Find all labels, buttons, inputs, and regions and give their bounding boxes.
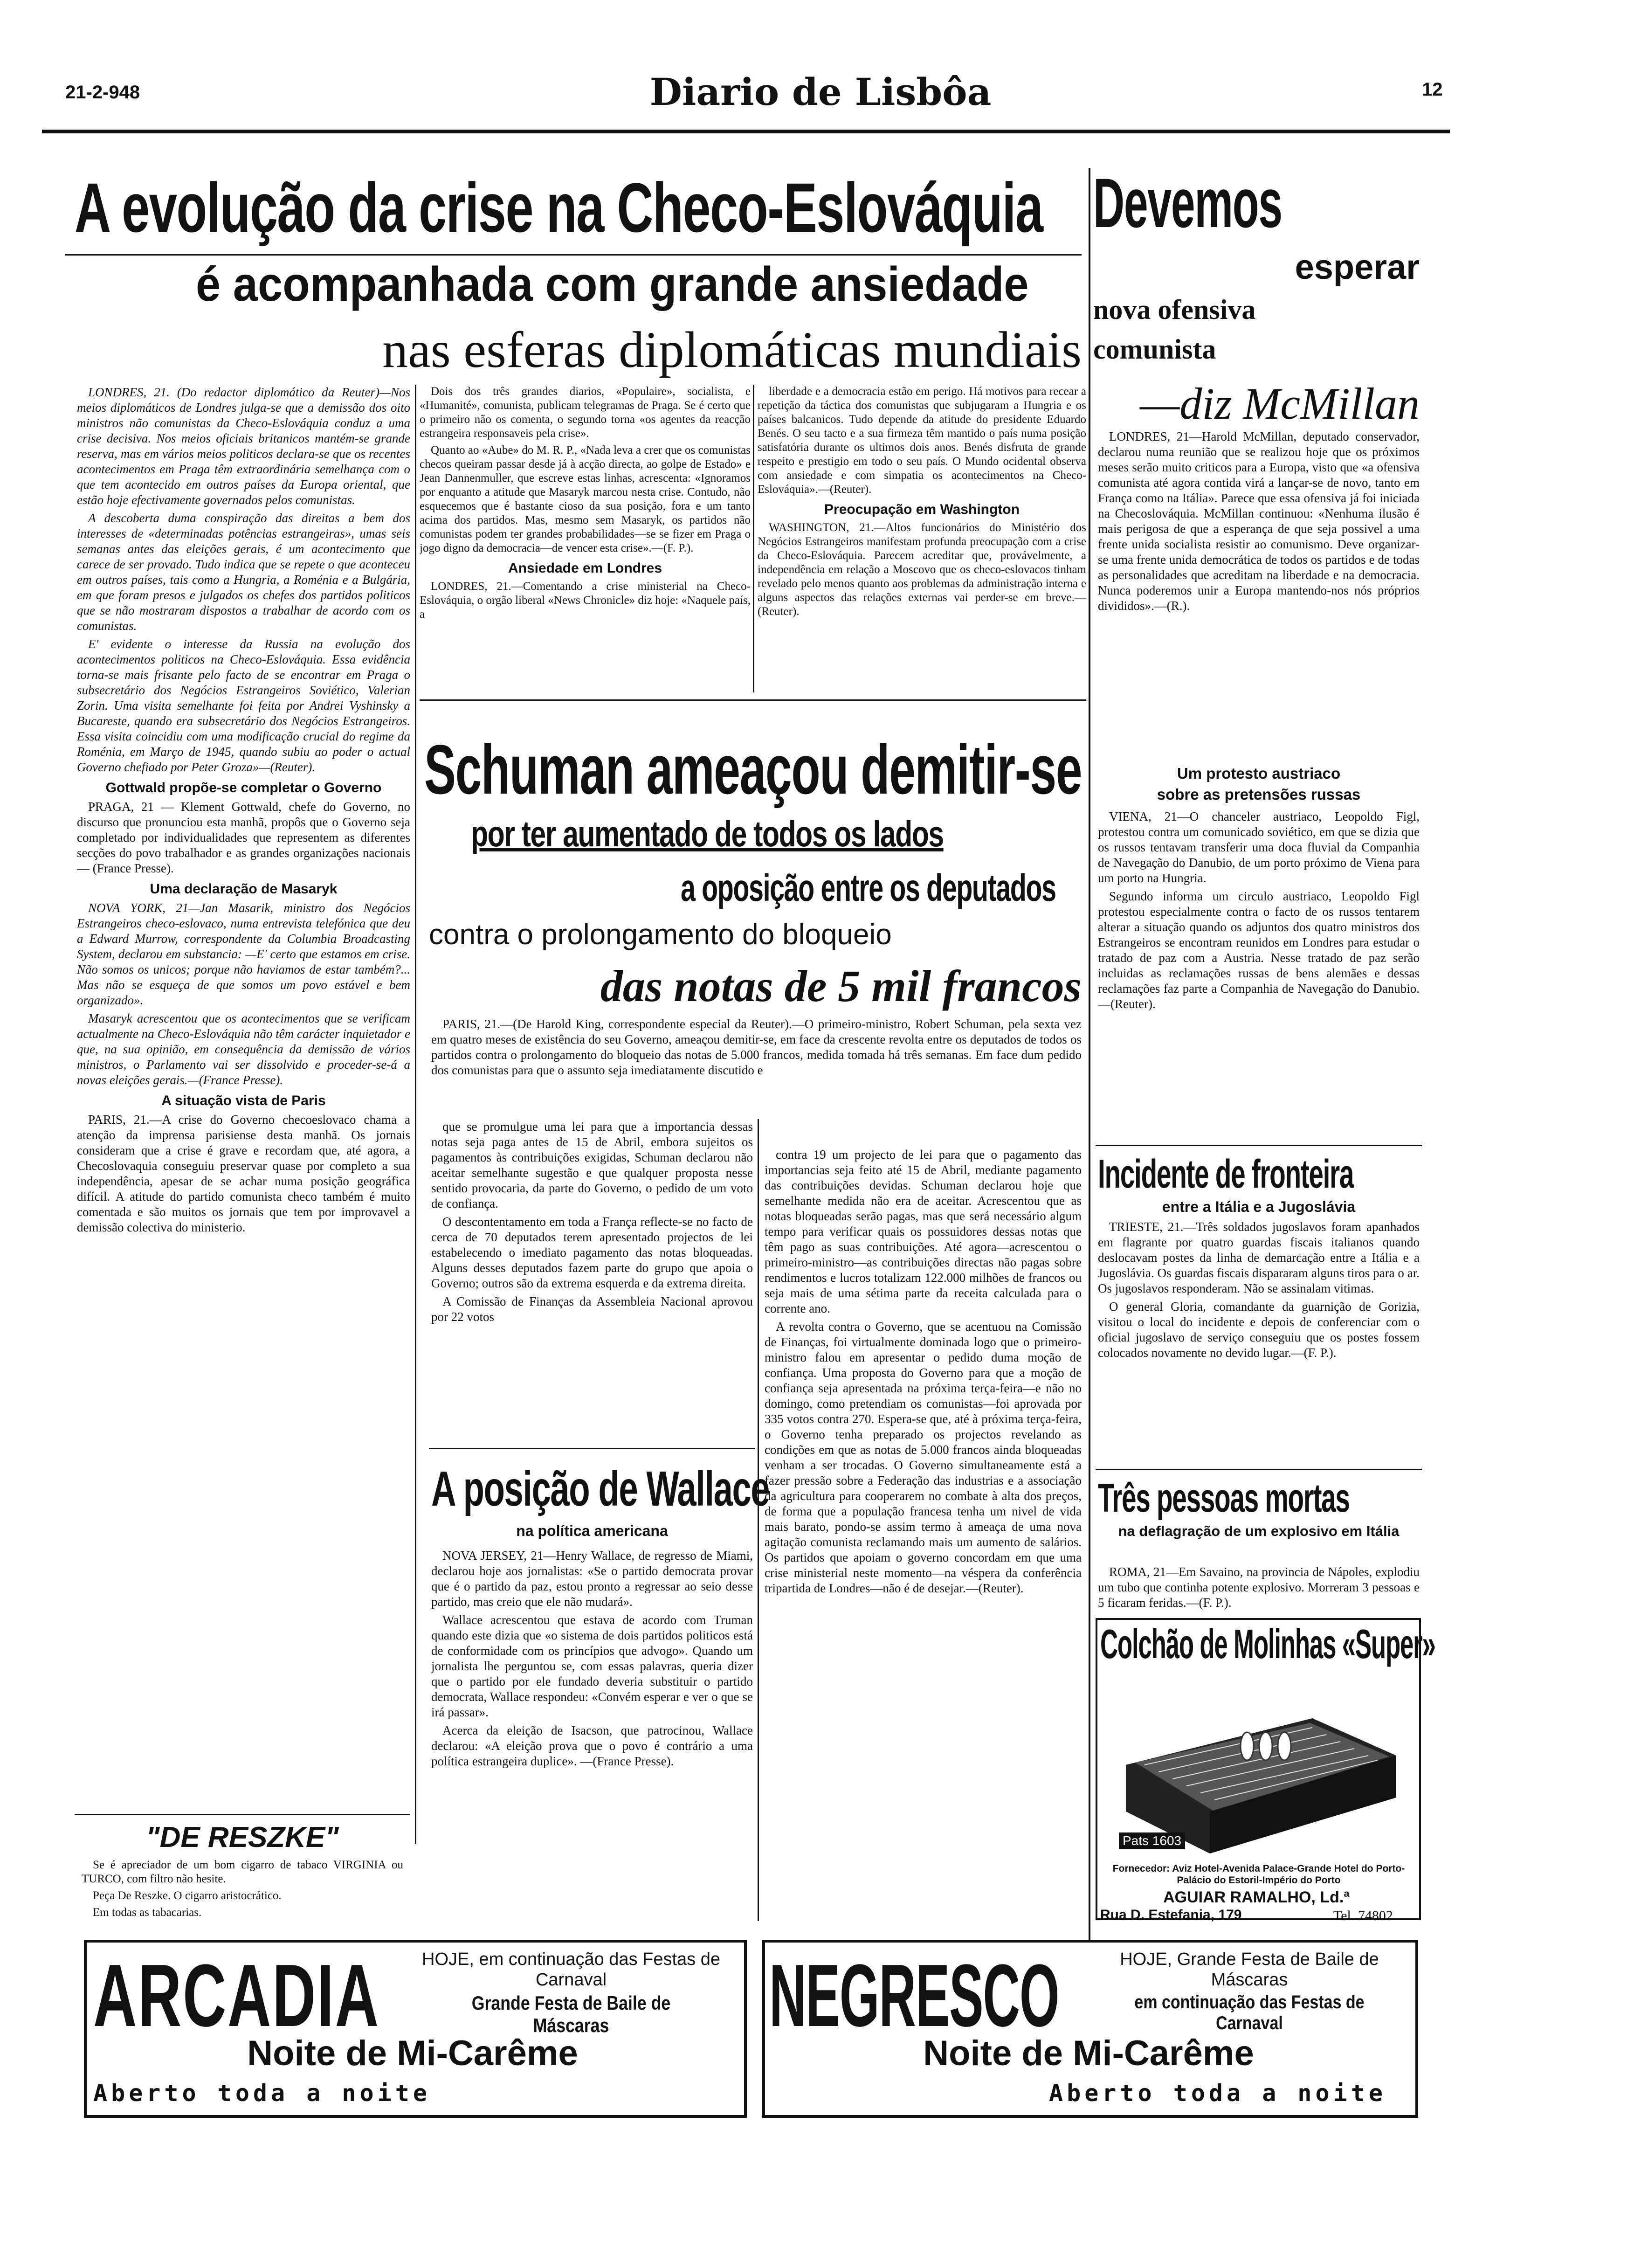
paragraph: liberdade e a democracia estão em perigo. Há motivos para recear a repetição da táctica dos comunistas que subjugaram a Hungria e os países balcanicos. Tudo depende da atitude do presidente Eduardo Benés. O seu tacto e a sua firmeza têm mantido o país numa posição satisfatória durante os ultimos dois anos. Benés disfruta de grande respeito e prestigio em todo o seu país. O Mundo ocidental observa com ansiedade e com simpatia os acontecimentos na Checo-Eslováquia».—(Reuter). xyxy=(758,385,1086,496)
subheading: A situação vista de Paris xyxy=(161,1093,326,1108)
molinhas-phone: Tel. 74802 xyxy=(1333,1908,1393,1923)
main-subhead: é acompanhada com grande ansiedade xyxy=(196,257,1029,311)
austria-article xyxy=(1098,809,1420,1145)
negresco-line-2: em continuação das Festas de Carnaval xyxy=(1134,1992,1365,2033)
fronteira-subhead: entre a Itália e a Jugoslávia xyxy=(1162,1198,1356,1215)
negresco-line-1: HOJE, Grande Festa de Baile de Máscaras xyxy=(1120,1950,1379,1990)
crisis-column-2 xyxy=(420,385,751,692)
paragraph: A revolta contra o Governo, que se acentuou na Comissão de Finanças, foi virtualmente dominada logo que o primeiro-ministro falou em apresentar o pedido duma moção de confiança. Uma proposta do Governo para que a moção de confiança seja apresentada na próxima terça-feira—e não no domingo, como pretendiam os comunistas—foi aprovada por 335 votos contra 270. Espera-se que, até à próxima terça-feira, o Governo tenha preparado os projectos revelando as condições em que as notas de 5.000 francos ainda bloqueadas venham a ser trocadas. O Governo simultaneamente está a fazer pressão sobre a Federação das industrias e a associação da agricultura para cooperarem no combate à alta dos preços, de forma que a população francesa tenha um nivel de vida mais barato, pondo-se assim termo à ameaça de uma nova agitação comunista reclamando mais um aumento de salários. Os partidos que apoiam o governo concordam em que uma crise ministerial neste momento—na véspera da conferência tripartida de Londres—não é de desejar.—(Reuter). xyxy=(765,1320,1082,1595)
paragraph: Masaryk acrescentou que os acontecimentos que se verificam actualmente na Checo-Eslováquia não têm carácter inquietador e que, na sua opinião, em consequência da demissão de vários ministros, o Parlamento vai ser dissolvido e proceder-se-á a novas eleições gerais.—(France Presse). xyxy=(77,1011,410,1087)
paragraph: Dois dos três grandes diarios, «Populaire», socialista, e «Humanité», comunista, publicam telegramas de Praga. Se é certo que o primeiro não os comenta, o segundo torna «os agentes da reacção estrangeira responsaveis pela crise». xyxy=(420,385,751,440)
mcmillan-article xyxy=(1098,429,1420,760)
wallace-subhead: na política americana xyxy=(516,1522,668,1539)
column-rule xyxy=(415,385,416,1844)
section-rule xyxy=(429,1448,755,1449)
arcadia-line-2: Grande Festa de Baile de Máscaras xyxy=(471,1992,671,2036)
page-number: 12 xyxy=(1422,79,1443,100)
molinhas-supplier: Fornecedor: Aviz Hotel-Avenida Palace-Grande Hotel do Porto-Palácio do Estoril-Império do Porto xyxy=(1112,1863,1405,1886)
schuman-deck-2: a oposição entre os deputados xyxy=(681,867,1056,909)
paragraph: VIENA, 21—O chanceler austriaco, Leopoldo Figl, protestou contra um comunicado soviético, em que se dizia que os russos tentavam transferir uma doca fluvial da Companhia de Navegação do Danubio, de um porto próximo de Viena para um porto na Hungria. xyxy=(1098,809,1420,885)
paragraph: PRAGA, 21 — Klement Gottwald, chefe do Governo, no discurso que pronunciou esta manhã, propôs que o Governo seja completado por individualidades que representem as diferentes secções do povo trabalhador e as grandes organizações nacionais — (France Presse). xyxy=(77,800,410,875)
column-rule xyxy=(753,385,754,692)
austria-subhead: sobre as pretensões russas xyxy=(1157,786,1361,803)
mcmillan-headline-1: Devemos xyxy=(1093,164,1282,242)
badge-years: 20 Anos de fabrico xyxy=(1282,1835,1390,1849)
molinhas-headline: Colchão de Molinhas «Super» xyxy=(1100,1621,1435,1667)
paragraph: A Comissão de Finanças da Assembleia Nacional aprovou por 22 votos xyxy=(431,1294,753,1324)
mcmillan-attribution: —diz McMillan xyxy=(1140,379,1420,429)
wallace-headline: A posição de Wallace xyxy=(431,1461,770,1516)
paragraph: O descontentamento em toda a França reflecte-se no facto de cerca de 70 deputados terem apresentado projectos de lei estabelecendo o imediato pagamento das notas bloqueadas. Alguns desses deputados fazem parte do grupo que apoia o Governo; outros são da extrema esquerda e da extrema direita. xyxy=(431,1215,753,1290)
column-rule xyxy=(1089,168,1090,1940)
paragraph: PARIS, 21.—A crise do Governo checoeslovaco chama a atenção da imprensa parisiense desta manhã. Os jornais consideram que a crise é grave e recordam que, até agora, a Checoslovaquia conseguiu preservar quase por completo a sua independência, apesar de se achar numa posição geográfica difícil. A atitude do partido comunista checo também é muito comentada e são muitos os jornais que tem por improvavel a demissão colectiva do ministerio. xyxy=(77,1113,410,1234)
paragraph: LONDRES, 21.—Comentando a crise ministerial na Checo-Eslováquia, o orgão liberal «News Chronicle» diz hoje: «Naquele país, a xyxy=(420,580,751,621)
paragraph: Wallace acrescentou que estava de acordo com Truman quando este dizia que «o sistema de dois partidos politicos está de conformidade com os princípios que advogo». Quando um jornalista lhe perguntou se, com essas palavras, queria dizer que o partido por ele fundado deveria substituir o partido democrata, Wallace respondeu: «Convém esperar e ver o que se irá passar». xyxy=(431,1613,753,1719)
subheading: Uma declaração de Masaryk xyxy=(150,881,338,897)
fronteira-headline: Incidente de fronteira xyxy=(1098,1152,1354,1196)
paragraph: O general Gloria, comandante da guarnição de Gorizia, visitou o local do incidente e depois de conferenciar com o oficial jugoslavo de serviço conseguiu que os postes fossem colocados novamente no devido lugar.—(F. P.). xyxy=(1098,1300,1420,1360)
subheading: Preocupação em Washington xyxy=(824,502,1020,517)
mortas-headline: Três pessoas mortas xyxy=(1098,1476,1350,1521)
arcadia-line-3: Noite de Mi-Carême xyxy=(247,2033,578,2073)
issue-date: 21-2-948 xyxy=(65,82,140,103)
subheading: Ansiedade em Londres xyxy=(508,560,662,576)
schuman-deck-4: das notas de 5 mil francos xyxy=(600,961,1082,1011)
section-rule xyxy=(1096,1145,1422,1146)
section-rule xyxy=(1096,1469,1422,1470)
arcadia-line-4: Aberto toda a noite xyxy=(93,2080,431,2107)
reszke-title: "DE RESZKE" xyxy=(146,1821,339,1853)
fronteira-article xyxy=(1098,1219,1420,1462)
mcmillan-headline-4: comunista xyxy=(1093,334,1216,365)
paragraph: TRIESTE, 21.—Três soldados jugoslavos foram apanhados em flagrante por quatro guardas fiscais italianos quando deslocavam postes da linha de demarcação entre a Itália e a Jugoslávia. Os guardas fiscais dispararam alguns tiros para o ar. Os jugoslavos responderam. Não se assinalam vitimas. xyxy=(1098,1220,1420,1295)
arcadia-name: ARCADIA xyxy=(93,1946,380,2045)
headline-rule xyxy=(65,254,1082,256)
crisis-column-1 xyxy=(77,385,410,1807)
paragraph: ROMA, 21—Em Savaino, na provincia de Nápoles, explodiu um tubo que continha potente explosivo. Morreram 3 pessoas e 5 ficaram feridas.—(F. P.). xyxy=(1098,1565,1420,1610)
paragraph: NOVA YORK, 21—Jan Masarik, ministro dos Negócios Estrangeiros checo-eslovaco, numa entrevista telefónica que deu a Edward Murrow, correspondente da Columbia Broadcasting System, declarou em substancia: —E' certo que estamos em crise. Não somos os unicos; porque não haviamos de estar também?... Mas não se esqueça de que somos um povo estável e bem organizado». xyxy=(77,901,410,1007)
paragraph: E' evidente o interesse da Russia na evolução dos acontecimentos politicos na Checo-Eslováquia. Essa evidência torna-se mais frisante pelo facto de se encontrar em Praga o subsecretário dos Negócios Estrangeiros Soviético, Valerian Zorin. Uma visita semelhante foi feita por Andrei Vyshinsky a Bucareste, quando era subsecretário dos Negócios Estrangeiros. Essa visita coincidiu com uma modificação crucial do regime da Roménia, em Março de 1945, quando subiu ao poder o actual Governo chefiado por Peter Groza»—(Reuter). xyxy=(77,637,410,774)
austria-headline: Um protesto austriaco xyxy=(1177,765,1341,782)
schuman-headline: Schuman ameaçou demitir-se xyxy=(424,730,1082,809)
column-rule xyxy=(758,1119,759,1921)
molinhas-address: Rua D. Estefania, 179 xyxy=(1100,1907,1242,1922)
negresco-name: NEGRESCO xyxy=(769,1946,1059,2045)
mortas-article xyxy=(1098,1564,1420,1620)
ad-line: Em todas as tabacarias. xyxy=(93,1906,202,1919)
paragraph: A descoberta duma conspiração das direitas a bem dos interesses de «determinadas potências estrangeiras», umas seis semanas antes das eleições gerais, é um acontecimento que carece de ser provado. Tudo indica que se repete o que aconteceu em outros países, tais como a Hungria, a Roménia e a Bulgária, em que foram presos e julgados os chefes dos partidos politicos que se não mostraram dispostos a trabalhar de acordo com os comunistas. xyxy=(77,511,410,633)
crisis-column-3 xyxy=(758,385,1086,692)
subheading: Gottwald propõe-se completar o Governo xyxy=(105,780,382,795)
schuman-lead xyxy=(431,1016,1082,1119)
molinhas-company: AGUIAR RAMALHO, Ld.ª xyxy=(1163,1888,1350,1906)
negresco-line-4: Aberto toda a noite xyxy=(1049,2080,1386,2107)
schuman-column-b xyxy=(765,1147,1082,1940)
paragraph: Acerca da eleição de Isacson, que patrocinou, Wallace declarou: «A eleição prova que o povo é contrário a uma política estrangeira duplice». —(France Presse). xyxy=(431,1723,753,1768)
schuman-column-a xyxy=(431,1119,753,1441)
paragraph: que se promulgue uma lei para que a importancia dessas notas seja paga antes de 15 de Abril, embora sujeitos os pagamentos às contribuições exigidas, Schuman declarou não aceitar semelhante sugestão e que qualquer proposta nesse sentido provocaria, da parte do Governo, o pedido de um voto de confiança. xyxy=(431,1120,753,1210)
reszke-ad xyxy=(82,1858,403,1933)
mcmillan-headline-3: nova ofensiva xyxy=(1093,294,1256,325)
mcmillan-headline-2: esperar xyxy=(1295,248,1420,286)
section-rule xyxy=(75,1814,410,1815)
negresco-line-3: Noite de Mi-Carême xyxy=(923,2033,1254,2073)
header-rule xyxy=(42,130,1450,133)
main-headline: A evolução da crise na Checo-Eslováquia xyxy=(75,168,1043,247)
schuman-deck-1: por ter aumentado de todos os lados xyxy=(471,813,944,854)
ad-line: Peça De Reszke. O cigarro aristocrático. xyxy=(93,1889,282,1902)
badge-patent: Pats 1603 xyxy=(1119,1832,1185,1849)
schuman-deck-3: contra o prolongamento do bloqueio xyxy=(429,919,892,951)
paragraph: contra 19 um projecto de lei para que o pagamento das importancias seja feito até 15 de Abril, mediante pagamento das contribuições devidas. Schuman declarou hoje que semelhante medida não era de aceitar. Acrescentou que as notas bloqueadas serão pagas, mas que será necessário algum tempo para verificar quais os possuidores dessas notas que têm pago as suas contribuições. Até agora—acrescentou o primeiro-ministro—as contribuições directas não pagas sobre rendimentos e lucros totalizam 122.000 milhões de francos ou seja mais de uma sétima parte da receita calculada para o corrente ano. xyxy=(765,1148,1082,1315)
paragraph: PARIS, 21.—(De Harold King, correspondente especial da Reuter).—O primeiro-ministro, Robert Schuman, pela sexta vez em quatro meses de existência do seu Governo, ameaçou demitir-se, em face da crescente revolta entre os deputados de todos os partidos contra o prolongamento do bloqueio das notas de 5.000 francos, medida tomada há três semanas. Em face dum pedido dos comunistas para que o assunto seja imediatamente discutido e xyxy=(431,1017,1082,1077)
paragraph: Quanto ao «Aube» do M. R. P., «Nada leva a crer que os comunistas checos queiram passar desde já à acção directa, ao golpe de Estado» e Jean Dannenmuller, que escreve estas linhas, acrescenta: «Ignoramos por enquanto a atitude que Masaryk marcou nesta crise. Contudo, não esquecemos que é bastante cioso da sua posição, fora e um tanto acima dos partidos. Mas, mesmo sem Masaryk, os partidos não comunistas podem ter grandes probabilidades—se se fizer em Praga o jogo digno da democracia—de vencer esta crise».—(F. P.). xyxy=(420,444,751,554)
paragraph: LONDRES, 21—Harold McMillan, deputado conservador, declarou numa reunião que se realizou hoje que os próximos meses serão muito criticos para a Europa, visto que «a ofensiva comunista até agora contida virá a lançar-se de novo, tanto em França como na Itália». Parece que essa ofensiva já foi iniciada na Checoslováquia. McMillan continuou: «Nenhuma ilusão é mais perigosa de que a esperança de que seja possivel a uma frente unida socialista resistir ao comunismo. Deve organizar-se uma frente unida democrática de todos os partidos e de todas as personalidades que acreditam na liberdade e na democracia. Nunca poderemos unir a Europa mantendo-nos nós próprios divididos».—(R.). xyxy=(1098,429,1420,613)
wallace-article xyxy=(431,1548,753,1921)
masthead: Diario de Lisbôa xyxy=(649,70,992,114)
paragraph: Segundo informa um circulo austriaco, Leopoldo Figl protestou especialmente contra o facto de os russos tentarem alterar a situação quando os adjuntos dos quatro ministros dos Estrangeiros se encontram reunidos em Londres para estudar o tratado de paz com a Austria. Nesse tratado de paz serão incluidas as reclamações russas de bens alemães e dessas reclamações faz parte a Companhia de Navegação do Danubio.—(Reuter). xyxy=(1098,889,1420,1011)
paragraph: WASHINGTON, 21.—Altos funcionários do Ministério dos Negócios Estrangeiros manifestam profunda preocupação com a crise da Checo-Eslováquia. Parecem acreditar que, provávelmente, a independência em relação a Moscovo que os checo-eslovacos tinham revelado pelo menos quanto aos problemas da administração interna e alguns aspectos das relações externas vai perder-se em breve.—(Reuter). xyxy=(758,521,1086,618)
paragraph: LONDRES, 21. (Do redactor diplomático da Reuter)—Nos meios diplomáticos de Londres julga-se que a demissão dos oito ministros não comunistas da Checo-Eslováquia conduz a uma crise decisiva. Nos meios oficiais britanicos mantém-se grande reserva, mas em vários meios politicos declara-se que os recentes acontecimentos em Praga têm extraordinária semelhança com o que tem acontecido em outros países da Europa oriental, que estão hoje efectivamente governados pelos comunistas. xyxy=(77,385,410,507)
main-subhead-2: nas esferas diplomáticas mundiais xyxy=(382,321,1082,378)
section-rule xyxy=(420,699,1086,701)
ad-line: Se é apreciador de um bom cigarro de tabaco VIRGINIA ou TURCO, com filtro não hesite. xyxy=(82,1859,403,1885)
paragraph: NOVA JERSEY, 21—Henry Wallace, de regresso de Miami, declarou hoje aos jornalistas: «Se o partido democrata provar que é o partido da paz, estou pronto a regressar ao seio desse partido, mas creio que ele não mudará». xyxy=(431,1549,753,1609)
mortas-subhead: na deflagração de um explosivo em Itália xyxy=(1118,1523,1400,1539)
arcadia-line-1: HOJE, em continuação das Festas de Carnaval xyxy=(422,1950,720,1990)
